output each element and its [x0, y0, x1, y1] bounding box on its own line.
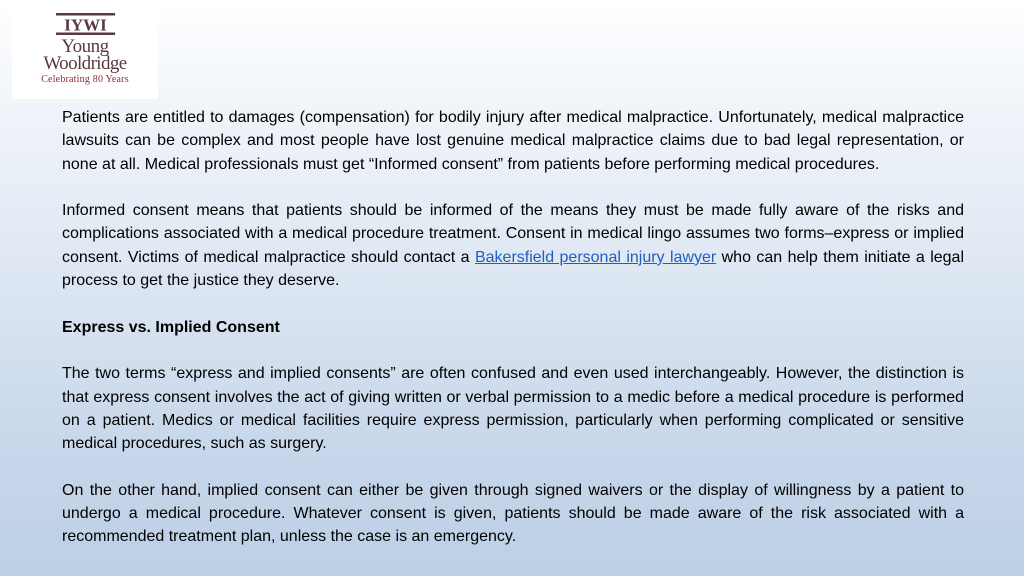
logo-name-line1: Young	[61, 36, 109, 57]
paragraph-express-implied: The two terms “express and implied consents” are often confused and even used interchangeably. However, the distinction is that express consent involves the act of giving written or verbal permission to a medic before a medical procedure is performed on a patient. Medics or medical facilities require express permission, particularly when performing complicated or sensitive medical procedures, such as surgery.	[62, 365, 964, 453]
logo-name-line2: Wooldridge	[43, 53, 127, 74]
paragraph-informed-consent-text-a: Informed consent means that patients should be informed of the means they must be made fully aware of the risks and complications associated with a medical procedure treatment. Consent in medical lingo assumes two forms–express or implied consent. Victims of medical malpractice should contact a	[62, 202, 964, 266]
logo-mark-icon	[56, 13, 115, 35]
article-body	[62, 106, 964, 549]
logo-mark-text: IYWI	[64, 15, 107, 35]
section-heading: Express vs. Implied Consent	[62, 318, 280, 336]
paragraph-intro: Patients are entitled to damages (compensation) for bodily injury after medical malpractice. Unfortunately, medical malpractice lawsuits can be complex and most people have lost genuine medical malpractice claims due to bad legal representation, or none at all. Medical professionals must get “Informed consent” from patients before performing medical procedures.	[62, 109, 964, 173]
bakersfield-lawyer-link[interactable]: Bakersfield personal injury lawyer	[474, 248, 717, 266]
paragraph-implied-consent: On the other hand, implied consent can either be given through signed waivers or the display of willingness by a patient to undergo a medical procedure. Whatever consent is given, patients should be made aware of the risk associated with a recommended treatment plan, unless the case is an emergency.	[62, 481, 964, 546]
paragraph-informed-consent	[62, 199, 964, 292]
logo-tagline: Celebrating 80 Years	[41, 74, 129, 85]
paragraph-informed-consent-text-b: who can help them initiate a legal process to get the justice they deserve.	[62, 248, 965, 290]
company-logo	[12, 6, 158, 99]
